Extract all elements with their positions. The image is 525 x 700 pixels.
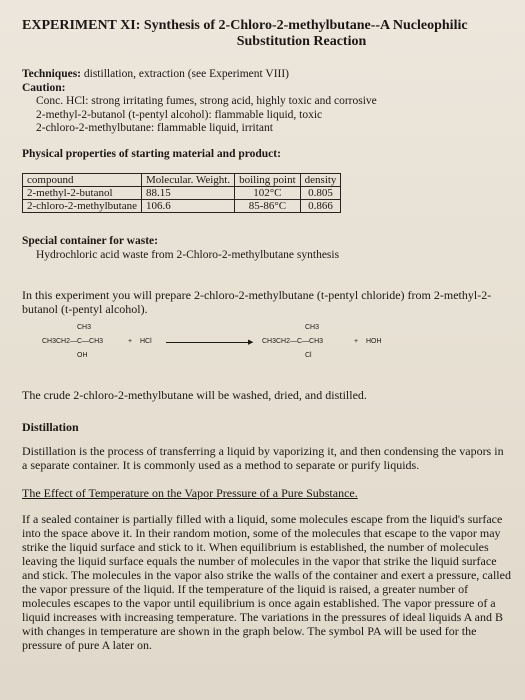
table-row [23, 200, 341, 213]
reactant-hydroxyl: OH [77, 352, 88, 359]
properties-table [22, 173, 341, 213]
experiment-title [22, 18, 511, 50]
reaction-scheme [22, 320, 511, 382]
table-cell: 0.866 [300, 200, 341, 213]
arrow-head-icon: ▶ [248, 339, 254, 346]
distillation-paragraph: Distillation is the process of transferring a liquid by vaporizing it, and then condensing the vapors in a separate container. It is commonly used as a method to separate or purify liquids. [22, 444, 504, 472]
table-header-cell: boiling point [235, 174, 301, 187]
title-line-2: Substitution Reaction [236, 34, 367, 49]
reagent-hcl: HCl [140, 338, 152, 345]
techniques-text: distillation, extraction (see Experiment VIII) [83, 68, 290, 80]
reactant-formula: CH3CH2—C—CH3 [42, 338, 104, 345]
product-chloro: Cl [305, 352, 312, 359]
caution-section [22, 82, 511, 136]
vapor-pressure-heading: The Effect of Temperature on the Vapor Pressure of a Pure Substance. [22, 486, 358, 500]
caution-line: 2-methyl-2-butanol (t-pentyl alcohol): flammable liquid, toxic [36, 108, 323, 121]
table-row [23, 187, 341, 200]
product-methyl-top: CH3 [305, 324, 320, 331]
intro-paragraph: In this experiment you will prepare 2-chloro-2-methylbutane (t-pentyl chloride) from 2-methyl-2-butanol (t-pentyl alcohol). [22, 288, 492, 316]
plus-sign: + [128, 338, 133, 345]
waste-heading: Special container for waste: [22, 235, 158, 247]
waste-section [22, 235, 511, 262]
table-cell: 0.805 [300, 187, 341, 200]
table-header-row [23, 174, 341, 187]
byproduct-water: HOH [366, 338, 382, 345]
table-header-cell: Molecular. Weight. [141, 174, 234, 187]
caution-label: Caution: [22, 81, 66, 94]
physical-properties-heading: Physical properties of starting material and product: [22, 147, 281, 160]
table-cell: 106.6 [141, 200, 234, 213]
table-cell: 85-86°C [235, 200, 301, 213]
caution-line: Conc. HCl: strong irritating fumes, strong acid, highly toxic and corrosive [36, 95, 377, 107]
table-cell: 2-chloro-2-methylbutane [23, 200, 142, 213]
table-header-cell: compound [23, 174, 142, 187]
product-formula: CH3CH2—C—CH3 [262, 338, 324, 345]
table-cell: 102°C [235, 187, 301, 200]
techniques-label: Techniques: [22, 68, 82, 80]
techniques-section [22, 68, 511, 82]
title-line-1: EXPERIMENT XI: Synthesis of 2-Chloro-2-methylbutane--A Nucleophilic [22, 18, 468, 33]
vapor-pressure-paragraph: If a sealed container is partially filled with a liquid, some molecules escape from the liquid's surface into the space above it. In their random motion, some of the molecules that escape to the vapor may strike the liquid surface and stick to it. When equilibrium is established, the number of molecules leaving the liquid surface equals the number of molecules in the vapor that strike the liquid surface and stick. The molecules in the vapor also strike the walls of the container and exert a pressure, called the vapor pressure of the liquid. If the temperature of the liquid is raised, a greater number of molecules escapes to the vapor until equilibrium is once again established. The vapor pressure of a liquid increases with increasing temperature. The variations in the pressures of ideal liquids A and B with changes in temperature are shown in the graph below. The symbol PA will be used for the pressure of pure A later on. [22, 512, 511, 652]
table-cell: 2-methyl-2-butanol [23, 187, 142, 200]
distillation-heading: Distillation [22, 420, 79, 434]
caution-line: 2-chloro-2-methylbutane: flammable liquid, irritant [36, 122, 273, 134]
reaction-arrow [166, 342, 250, 343]
table-cell: 88.15 [141, 187, 234, 200]
crude-text: The crude 2-chloro-2-methylbutane will be washed, dried, and distilled. [22, 388, 367, 402]
plus-sign: + [354, 338, 359, 345]
reactant-methyl-top: CH3 [77, 324, 92, 331]
waste-text: Hydrochloric acid waste from 2-Chloro-2-methylbutane synthesis [36, 248, 340, 261]
table-header-cell: density [300, 174, 341, 187]
